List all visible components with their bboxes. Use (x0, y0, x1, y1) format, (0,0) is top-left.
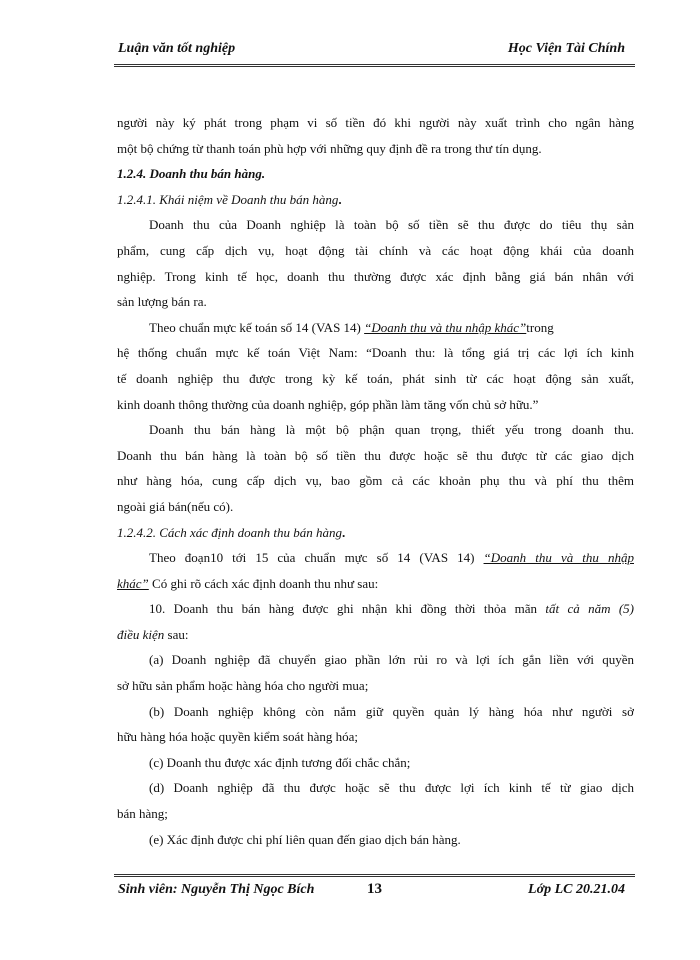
condition-item: (b) Doanh nghiệp không còn nắm giữ quyền quản lý hàng hóa như người sở (149, 703, 634, 719)
text-line: điều kiện sau: (117, 626, 189, 642)
text-line: Theo chuẩn mực kế toán số 14 (VAS 14) “Doanh thu và thu nhập khác”trong (149, 319, 554, 335)
text-line: tế doanh nghiệp thu được trong kỳ kế toán, phát sinh từ các hoạt động sản xuất, (117, 370, 634, 386)
text-line: như hàng hóa, cung cấp dịch vụ, bao gồm cả các khoản phụ thu và phí thu thêm (117, 473, 634, 489)
text-line: hệ thống chuẩn mực kế toán Việt Nam: “Doanh thu: là tổng giá trị các lợi ích kinh (117, 345, 634, 361)
subsection-heading: 1.2.4.1. Khái niệm về Doanh thu bán hàng. (117, 191, 342, 207)
text-line: Doanh thu của Doanh nghiệp là toàn bộ số tiền sẽ thu được do tiêu thụ sản (149, 217, 634, 233)
text-line: khác” Có ghi rõ cách xác định doanh thu như sau: (117, 575, 379, 591)
text-line: hữu hàng hóa hoặc quyền kiểm soát hàng hóa; (117, 729, 358, 745)
text-line: phẩm, cung cấp dịch vụ, hoạt động tài chính và các hoạt động khái của doanh (117, 242, 634, 258)
text-line: 10. Doanh thu bán hàng được ghi nhận khi đồng thời thỏa mãn tất cả năm (5) (149, 601, 634, 617)
condition-item: (c) Doanh thu được xác định tương đối chắc chắn; (149, 754, 411, 770)
page-footer (114, 882, 635, 904)
standard-title: “Doanh thu và thu nhập (483, 550, 634, 566)
subsection-heading: 1.2.4.2. Cách xác định doanh thu bán hàng. (117, 524, 346, 540)
footer-class: Lớp LC 20.21.04 (528, 882, 625, 897)
text-line: một bộ chứng từ thanh toán phù hợp với những quy định đề ra trong thư tín dụng. (117, 140, 542, 156)
text-line: sở hữu sản phẩm hoặc hàng hóa cho người mua; (117, 678, 369, 694)
header-institution: Học Viện Tài Chính (507, 41, 625, 56)
header-rule (114, 64, 635, 67)
text-line: ngoài giá bán(nếu có). (117, 498, 234, 514)
condition-item: (d) Doanh nghiệp đã thu được hoặc sẽ thu được lợi ích kinh tế từ giao dịch (149, 780, 634, 796)
page-header (114, 41, 635, 63)
section-heading: 1.2.4. Doanh thu bán hàng. (117, 166, 266, 182)
condition-item: (a) Doanh nghiệp đã chuyển giao phần lớn rủi ro và lợi ích gắn liền với quyền (149, 652, 634, 668)
header-thesis-title: Luận văn tốt nghiệp (118, 41, 236, 56)
text-line: Doanh thu bán hàng là một bộ phận quan trọng, thiết yếu trong doanh thu. (149, 422, 634, 438)
text-line: sản lượng bán ra. (117, 294, 207, 310)
text-line: Doanh thu bán hàng là toàn bộ số tiền thu được hoặc sẽ thu được từ các giao dịch (117, 447, 634, 463)
footer-rule (114, 874, 635, 877)
text-line: kinh doanh thông thường của doanh nghiệp, góp phần làm tăng vốn chủ sở hữu.” (117, 396, 539, 412)
condition-item: (e) Xác định được chi phí liên quan đến giao dịch bán hàng. (149, 831, 461, 847)
text-line: người này ký phát trong phạm vi số tiền đó khi người này xuất trình cho ngân hàng (117, 115, 634, 130)
footer-student-name: Sinh viên: Nguyễn Thị Ngọc Bích (118, 882, 315, 897)
text-line: bán hàng; (117, 806, 168, 822)
standard-title: “Doanh thu và thu nhập khác” (364, 319, 527, 335)
text-line: Theo đoạn10 tới 15 của chuẩn mực số 14 (VAS 14) “Doanh thu và thu nhập (149, 550, 634, 566)
text-line: nghiệp. Trong kinh tế học, doanh thu thường được xác định bằng giá bán nhân với (117, 268, 634, 284)
page-body (117, 110, 634, 852)
page-number: 13 (367, 881, 382, 897)
